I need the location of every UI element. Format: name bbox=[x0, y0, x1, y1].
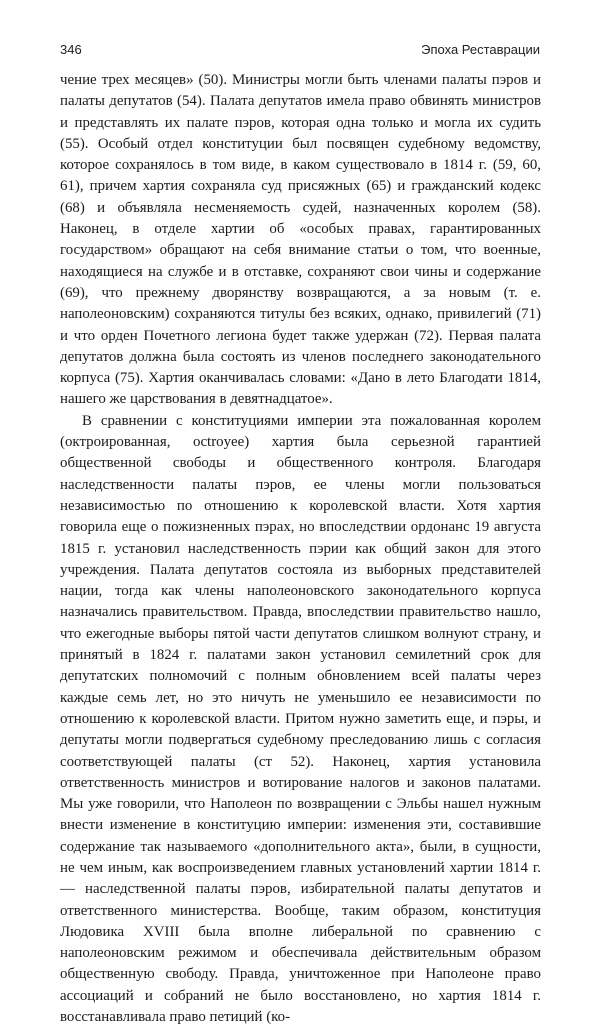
paragraph-2: В сравнении с конституциями империи эта пожалованная королем (октроированная, octroyee) хартия была серьезной гарантией общественной свободы и общественного контроля. Благодаря наследственности палаты пэров, ее члены могли пользоваться независимостью по отношению к королевской власти. Хотя хартия говорила еще о пожизненных пэрах, но впоследствии ордонанс 19 августа 1815 г. установил наследственность пэрии как общий закон для этого учреждения. Палата депутатов состояла из выборных представителей нации, тогда как члены наполеоновского законодательного корпуса назначались правительством. Правда, впоследствии правительство нашло, что ежегодные выборы пятой части депутатов слишком волнуют страну, и принятый в 1824 г. палатами закон установил семилетний срок для депутатских полномочий с полным обновлением всей палаты через каждые семь лет, но это ничуть не уменьшило ее независимости по отношению к королевской власти. Притом нужно заметить еще, и пэры, и депутаты могли подвергаться судебному преследованию лишь с согласия соответствующей палаты (ст 52). Наконец, хартия установила ответственность министров и вотирование налогов и законов палатами. Мы уже говорили, что Наполеон по возвращении с Эльбы нашел нужным внести изменение в конституцию империи: изменения эти, составившие содержание так называемого «дополнительного акта», были, в сущности, не чем иным, как воспроизведением главных установлений хартии 1814 г. — наследственной палаты пэров, избирательной палаты депутатов и ответственного министерства. Вообще, таким образом, конституция Людовика XVIII была вполне либеральной по сравнению с наполеоновским режимом и обеспечивала действительным образом общественную свободу. Правда, уничтоженное при Наполеоне право ассоциаций и собраний не было восстановлено, но хартия 1814 г. восстанавливала право петиций (ко- bbox=[60, 412, 541, 1026]
body-text bbox=[60, 70, 541, 1028]
paragraph-1: чение трех месяцев» (50). Министры могли быть членами палаты пэров и палаты депутатов (54). Палата депутатов имела право обвинять министров и представлять их палате пэров, которая одна только и могла их судить (55). Особый отдел конституции был посвящен судебному ведомству, которое сохранялось в том виде, в каком существовало в 1814 г. (59, 60, 61), причем хартия сохраняла суд присяжных (65) и гражданский кодекс (68) и объявляла несменяемость судей, назначенных королем (58). Наконец, в отделе хартии об «особых правах, гарантированных государством» обращают на себя внимание статьи о том, что военные, находящиеся на службе и в отставке, сохраняют свои чины и содержание (69), что прежнему дворянству возвращаются, а за новым (т. е. наполеоновским) сохраняются титулы без всяких, однако, привилегий (71) и что орден Почетного легиона будет также удержан (72). Первая палата депутатов должна была состоять из членов последнего законодательного корпуса (75). Хартия оканчивалась словами: «Дано в лето Благодати 1814, нашего же царствования в девятнадцатое». bbox=[60, 72, 541, 408]
running-title: Эпоха Реставрации bbox=[421, 42, 540, 57]
page-number: 346 bbox=[60, 42, 82, 57]
page-header bbox=[60, 42, 540, 64]
